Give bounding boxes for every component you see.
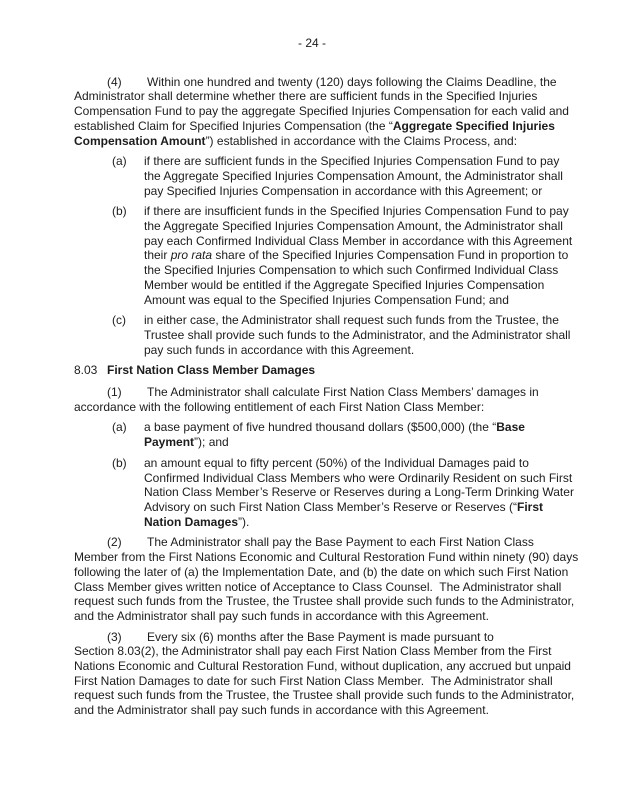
text-run: The Administrator shall pay the Base Payment to each First Nation Class bbox=[147, 535, 534, 550]
text-line bbox=[144, 343, 624, 358]
text-run: Within one hundred and twenty (120) days following the Claims Deadline, the bbox=[147, 74, 557, 89]
text-run: The Administrator shall calculate First Nation Class Members’ damages in bbox=[147, 385, 539, 400]
text-run: First Nation Class Member Damages bbox=[107, 363, 316, 378]
text-line bbox=[74, 644, 624, 659]
sub-item-label: (a) bbox=[112, 420, 127, 435]
section-number: 8.03 bbox=[74, 363, 98, 378]
text-run: Section 8.03(2), the Administrator shall pay each First Nation Class Member from the First bbox=[74, 644, 552, 659]
sub-item-label: (b) bbox=[112, 204, 127, 219]
text-line bbox=[144, 500, 624, 515]
text-run: and the Administrator shall pay such funds in accordance with this Agreement. bbox=[74, 703, 489, 718]
text-run: Administrator shall determine whether there are sufficient funds in the Specified Injuries bbox=[74, 89, 538, 104]
text-line bbox=[74, 535, 624, 550]
paragraph-number: (4) bbox=[107, 74, 122, 89]
text-line bbox=[144, 248, 624, 263]
text-line bbox=[144, 485, 624, 500]
text-run: Payment bbox=[144, 435, 195, 450]
text-run: a base payment of five hundred thousand dollars ($500,000) (the “ bbox=[144, 420, 497, 435]
text-run: First Nation Damages to date for such First Nation Class Member. The Administrator shall bbox=[74, 673, 553, 688]
text-line bbox=[144, 293, 624, 308]
text-line bbox=[74, 674, 624, 689]
text-line bbox=[144, 471, 624, 486]
text-run: and the Administrator shall pay such funds in accordance with this Agreement. bbox=[74, 608, 489, 623]
text-run: pay Specified Injuries Compensation in accordance with this Agreement; or bbox=[144, 183, 543, 198]
text-line bbox=[74, 594, 624, 609]
paragraph bbox=[74, 75, 624, 149]
text-run: request such funds from the Trustee, the Trustee shall provide such funds to the Administrator, bbox=[74, 594, 575, 609]
text-run: ”); and bbox=[194, 435, 229, 450]
text-run: pay such funds in accordance with this Agreement. bbox=[144, 342, 415, 357]
text-line bbox=[74, 659, 624, 674]
text-line bbox=[144, 456, 624, 471]
text-line bbox=[144, 219, 624, 234]
text-run: the Aggregate Specified Injuries Compensation Amount, the Administrator shall bbox=[144, 219, 563, 234]
sub-item-label: (c) bbox=[112, 313, 126, 328]
text-run: ”) established in accordance with the Claims Process, and: bbox=[205, 133, 518, 148]
text-run: First bbox=[517, 499, 544, 514]
paragraph-number: (2) bbox=[107, 535, 122, 550]
text-line bbox=[74, 550, 624, 565]
paragraph bbox=[74, 385, 624, 414]
text-line bbox=[144, 435, 624, 450]
section-heading bbox=[74, 363, 624, 378]
text-line bbox=[74, 630, 624, 645]
text-line bbox=[144, 204, 624, 219]
text-line bbox=[144, 313, 624, 328]
text-run: Advisory on such First Nation Class Member’s Reserve or Reserves (“ bbox=[144, 499, 518, 514]
sub-item bbox=[74, 313, 624, 357]
text-run: Amount was equal to the Specified Injuries Compensation Fund; and bbox=[144, 292, 509, 307]
text-run: Compensation Amount bbox=[74, 133, 206, 148]
text-line bbox=[74, 89, 624, 104]
section-title bbox=[107, 363, 315, 377]
page-number: - 24 - bbox=[297, 36, 326, 50]
text-run: pro rata bbox=[170, 248, 213, 263]
text-line bbox=[74, 385, 624, 400]
text-run: their bbox=[144, 248, 171, 263]
text-line bbox=[144, 278, 624, 293]
text-line bbox=[144, 234, 624, 249]
text-line bbox=[144, 154, 624, 169]
text-line bbox=[144, 169, 624, 184]
text-line bbox=[144, 328, 624, 343]
text-run: pay each Confirmed Individual Class Member in accordance with this Agreement bbox=[144, 233, 573, 248]
text-line bbox=[74, 400, 624, 415]
text-run: an amount equal to fifty percent (50%) of the Individual Damages paid to bbox=[144, 455, 529, 470]
text-run: Base bbox=[496, 420, 525, 435]
text-run: the Aggregate Specified Injuries Compensation Amount, the Administrator shall bbox=[144, 168, 563, 183]
text-run: Every six (6) months after the Base Payment is made pursuant to bbox=[147, 629, 494, 644]
text-run: Class Member gives written notice of Acceptance to Class Counsel. The Administrator shall bbox=[74, 579, 562, 594]
text-run: Nation Class Member’s Reserve or Reserves during a Long-Term Drinking Water bbox=[144, 485, 574, 500]
text-run: following the later of (a) the Implementation Date, and (b) the date on which such First Nation bbox=[74, 564, 569, 579]
sub-item-label: (a) bbox=[112, 154, 127, 169]
paragraph bbox=[74, 535, 624, 623]
text-run: if there are sufficient funds in the Specified Injuries Compensation Fund to pay bbox=[144, 154, 560, 169]
sub-item bbox=[74, 456, 624, 530]
sub-item-label: (b) bbox=[112, 455, 127, 470]
document-body bbox=[74, 75, 624, 718]
sub-item bbox=[74, 420, 624, 449]
text-run: Confirmed Individual Class Members who were Ordinarily Resident on such First bbox=[144, 470, 573, 485]
text-run: request such funds from the Trustee, the Trustee shall provide such funds to the Administrator, bbox=[74, 688, 575, 703]
text-run: Nations Economic and Cultural Restoration Fund, without duplication, any accrued but unpaid bbox=[74, 659, 571, 674]
sub-item bbox=[74, 204, 624, 307]
text-line bbox=[74, 580, 624, 595]
text-line bbox=[144, 184, 624, 199]
text-line bbox=[74, 104, 624, 119]
text-line bbox=[74, 119, 624, 134]
paragraph bbox=[74, 630, 624, 718]
text-run: if there are insufficient funds in the Specified Injuries Compensation Fund to pay bbox=[144, 204, 569, 219]
text-run: Compensation Fund to pay the aggregate Specified Injuries Compensation for each valid and bbox=[74, 104, 569, 119]
text-run: the Specified Injuries Compensation to which such Confirmed Individual Class bbox=[144, 263, 559, 278]
text-run: Trustee shall provide such funds to the Administrator, and the Administrator shall bbox=[144, 327, 571, 342]
text-run: Member from the First Nations Economic and Cultural Restoration Fund within ninety (90) days bbox=[74, 550, 579, 565]
text-run: established Claim for Specified Injuries Compensation (the “ bbox=[74, 118, 393, 133]
paragraph-number: (3) bbox=[107, 629, 122, 644]
text-line bbox=[74, 134, 624, 149]
text-run: ”). bbox=[238, 514, 250, 529]
text-line bbox=[74, 609, 624, 624]
text-line bbox=[74, 688, 624, 703]
text-line bbox=[144, 515, 624, 530]
text-run: Member would be entitled if the Aggregate Specified Injuries Compensation bbox=[144, 277, 545, 292]
sub-item bbox=[74, 154, 624, 198]
paragraph-number: (1) bbox=[107, 385, 122, 400]
text-line bbox=[74, 75, 624, 90]
text-run: share of the Specified Injuries Compensation Fund in proportion to bbox=[212, 248, 569, 263]
text-run: Aggregate Specified Injuries bbox=[392, 118, 555, 133]
text-line bbox=[74, 703, 624, 718]
text-line bbox=[144, 420, 624, 435]
text-line bbox=[74, 565, 624, 580]
text-run: accordance with the following entitlement of each First Nation Class Member: bbox=[74, 399, 485, 414]
text-run: Nation Damages bbox=[144, 514, 239, 529]
text-line bbox=[144, 263, 624, 278]
text-run: in either case, the Administrator shall request such funds from the Trustee, the bbox=[144, 313, 559, 328]
